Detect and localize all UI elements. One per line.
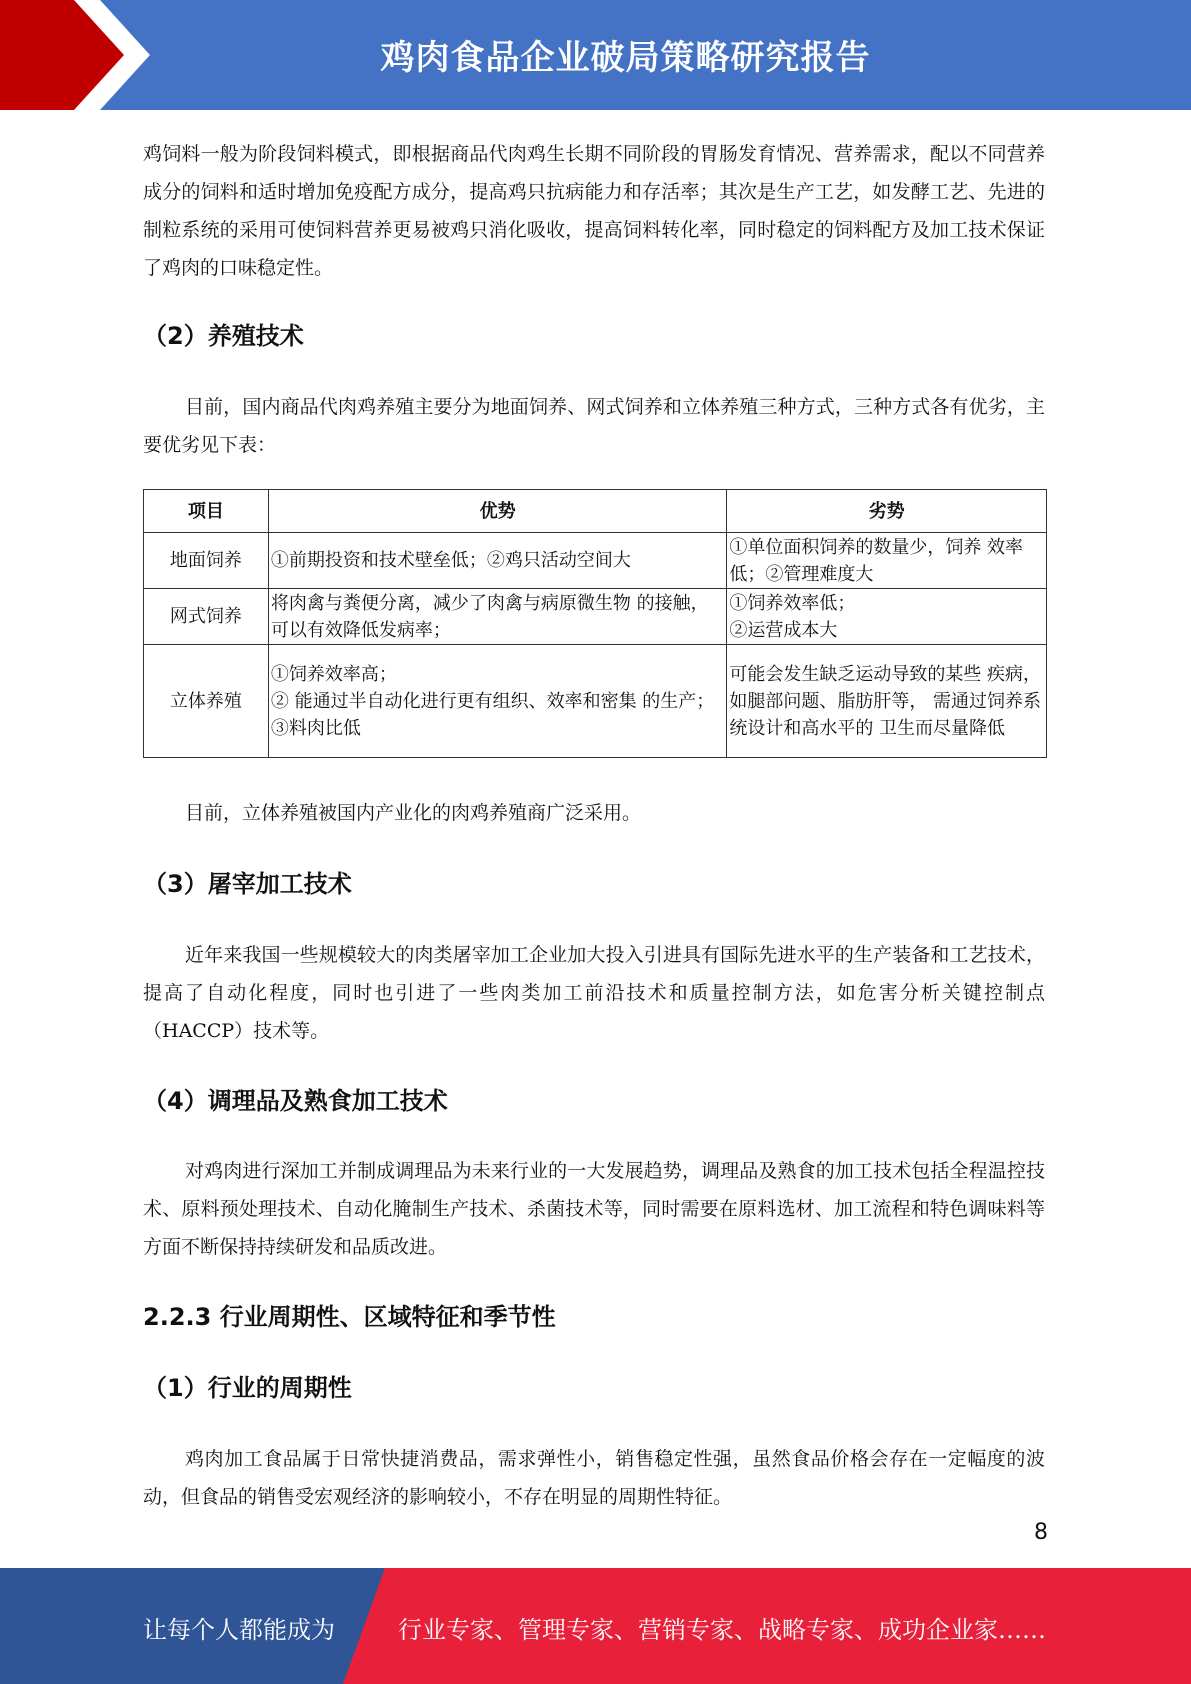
- cell-line: ①单位面积饲养的数量少，饲养 效率低；②管理难度大: [729, 536, 1024, 585]
- cell-line: ② 能通过半自动化进行更有组织、效率和密集 的生产；: [270, 690, 715, 712]
- breeding-comparison-table: [143, 489, 1047, 758]
- heading-cycle: （1）行业的周期性: [143, 1374, 352, 1402]
- footer-slogan-right: 行业专家、管理专家、营销专家、战略专家、成功企业家……: [398, 1616, 1046, 1644]
- footer-slogan-left: 让每个人都能成为: [143, 1616, 335, 1644]
- table-cell-advantage: [268, 533, 726, 589]
- cell-line: ②运营成本大: [729, 619, 838, 641]
- paragraph-adoption: 目前，立体养殖被国内产业化的肉鸡养殖商广泛采用。: [185, 802, 642, 824]
- table-header-item: 项目: [144, 490, 269, 533]
- cell-line: ①前期投资和技术壁垒低；②鸡只活动空间大: [270, 550, 631, 571]
- paragraph-feed: 鸡饲料一般为阶段饲料模式，即根据商品代肉鸡生长期不同阶段的胃肠发育情况、营养需求，配以不同营养成分的饲料和适时增加免疫配方成分，提高鸡只抗病能力和存活率；其次是生产工艺，如发酵工艺、先进的制粒系统的采用可使饲料营养更易被鸡只消化吸收，提高饲料转化率，同时稳定的饲料配方及加工技术保证了鸡肉的口味稳定性。: [143, 143, 1045, 279]
- table-row: [144, 533, 1047, 589]
- table-cell-advantage: [268, 589, 726, 645]
- table-header-row: [144, 490, 1047, 533]
- table-header-disadvantage: 劣势: [727, 490, 1047, 533]
- paragraph-cycle: 鸡肉加工食品属于日常快捷消费品，需求弹性小，销售稳定性强，虽然食品价格会存在一定幅度的波动，但食品的销售受宏观经济的影响较小，不存在明显的周期性特征。: [143, 1448, 1045, 1508]
- heading-breeding: （2）养殖技术: [143, 322, 304, 350]
- paragraph-prepared-food: 对鸡肉进行深加工并制成调理品为未来行业的一大发展趋势，调理品及熟食的加工技术包括全程温控技术、原料预处理技术、自动化腌制生产技术、杀菌技术等，同时需要在原料选材、加工流程和特色调味料等方面不断保持持续研发和品质改进。: [143, 1160, 1045, 1258]
- table-cell-advantage: [268, 645, 726, 758]
- table-cell-item: 地面饲养: [144, 533, 269, 589]
- table-row: [144, 589, 1047, 645]
- heading-slaughter: （3）屠宰加工技术: [143, 870, 352, 898]
- cell-line: ③料肉比低: [270, 717, 361, 739]
- paragraph-slaughter: 近年来我国一些规模较大的肉类屠宰加工企业加大投入引进具有国际先进水平的生产装备和工艺技术，提高了自动化程度，同时也引进了一些肉类加工前沿技术和质量控制方法，如危害分析关键控制点（HACCP）技术等。: [143, 944, 1045, 1042]
- page-footer: [0, 1568, 1191, 1684]
- cell-line: 可能会发生缺乏运动导致的某些 疾病，如腿部问题、脂肪肝等， 需通过饲养系统设计和高水平的 卫生而尽量降低: [729, 663, 1042, 739]
- table-header-advantage: 优势: [268, 490, 726, 533]
- table-cell-disadvantage: [727, 589, 1047, 645]
- heading-section-2-2-3: 2.2.3 行业周期性、区域特征和季节性: [143, 1303, 556, 1331]
- cell-line: ①饲养效率低；: [729, 592, 856, 614]
- table-cell-disadvantage: [727, 533, 1047, 589]
- table-row: [144, 645, 1047, 758]
- report-title: 鸡肉食品企业破局策略研究报告: [380, 38, 871, 78]
- page-number: 8: [1034, 1520, 1048, 1545]
- table-cell-disadvantage: [727, 645, 1047, 758]
- cell-line: 将肉禽与粪便分离，减少了肉禽与病原微生物 的接触，可以有效降低发病率；: [270, 592, 709, 641]
- table-cell-item: 网式饲养: [144, 589, 269, 645]
- cell-line: ①饲养效率高；: [270, 663, 397, 685]
- paragraph-breeding-intro: 目前，国内商品代肉鸡养殖主要分为地面饲养、网式饲养和立体养殖三种方式，三种方式各有优劣，主要优劣见下表：: [143, 396, 1045, 456]
- heading-prepared-food: （4）调理品及熟食加工技术: [143, 1087, 448, 1115]
- page-header: [0, 0, 1191, 110]
- table-cell-item: 立体养殖: [144, 645, 269, 758]
